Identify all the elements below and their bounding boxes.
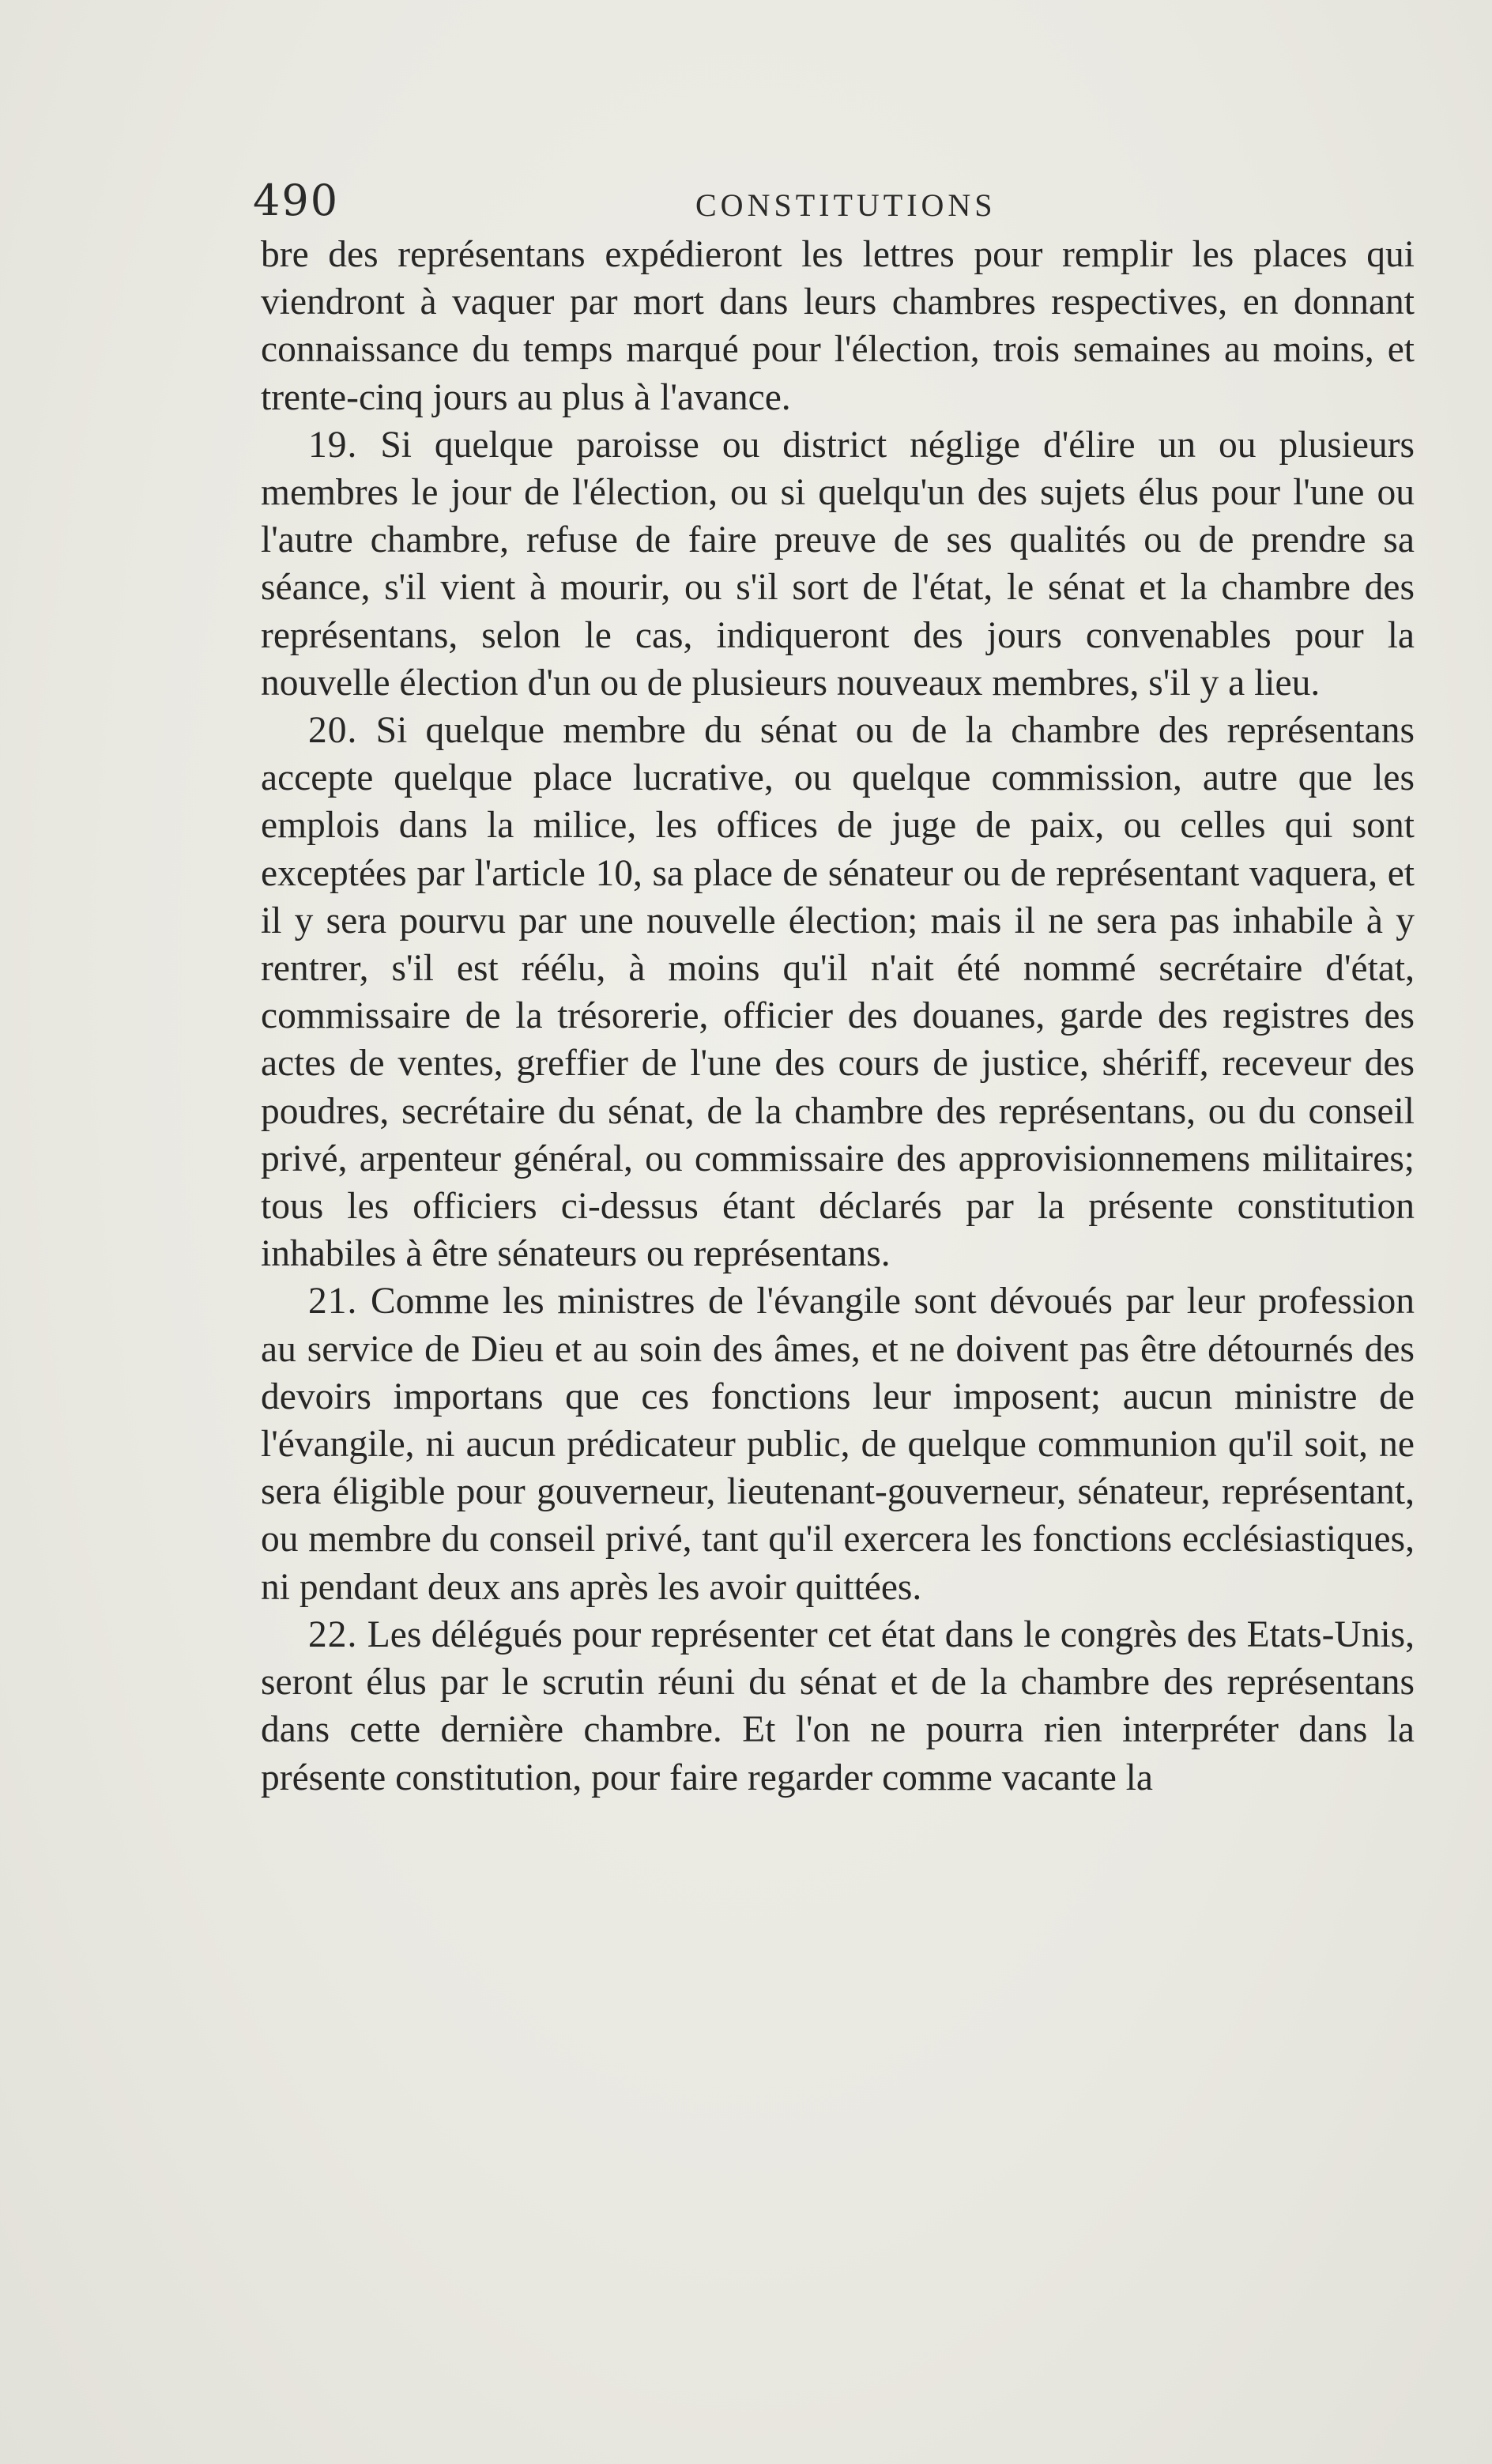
body-text	[261, 231, 1415, 1802]
paragraph-text: Les délégués pour représenter cet état dans le congrès des Etats-Unis, seront élus par le scrutin réuni du sénat et de la chambre des représentans dans cette dernière chambre. Et l'on ne pourra rien interpréter dans la présente constitution, pour faire regarder comme vacante la	[261, 1613, 1415, 1798]
article-21	[261, 1277, 1415, 1610]
article-number: 19.	[308, 424, 358, 466]
paragraph-continuation	[261, 231, 1415, 421]
article-number: 21.	[308, 1281, 358, 1323]
paragraph-text: Comme les ministres de l'évangile sont dévoués par leur profession au service de Dieu et au soin des âmes, et ne doivent pas être détournés des devoirs importans que ces fonctions leur imposent; aucun ministre de l'évangile, ni aucun prédicateur public, de quelque communion qu'il soit, ne sera éligible pour gouverneur, lieutenant-gouverneur, sénateur, représentant, ou membre du conseil privé, tant qu'il exercera les fonctions ecclésiastiques, ni pendant deux ans après les avoir quittées.	[261, 1281, 1415, 1608]
article-19	[261, 421, 1415, 707]
paragraph-text: Si quelque membre du sénat ou de la chambre des représentans accepte quelque place lucrative, ou quelque commission, autre que les emplois dans la milice, les offices de juge de paix, ou celles qui sont exceptées par l'article 10, sa place de sénateur ou de représentant vaquera, et il y sera pourvu par une nouvelle élection; mais il ne sera pas inhabile à y rentrer, s'il est réélu, à moins qu'il n'ait été nommé secrétaire d'état, commissaire de la trésorerie, officier des douanes, garde des registres des actes de ventes, greffier de l'une des cours de justice, shériff, receveur des poudres, secrétaire du sénat, de la chambre des représentans, ou du conseil privé, arpenteur général, ou commissaire des approvisionnemens militaires; tous les officiers ci-dessus étant déclarés par la présente constitution inhabiles à être sénateurs ou représentans.	[261, 710, 1415, 1275]
running-head	[253, 175, 1422, 231]
article-number: 20.	[308, 710, 358, 752]
article-number: 22.	[308, 1613, 358, 1655]
page-number: 490	[253, 175, 340, 225]
article-20	[261, 707, 1415, 1277]
paragraph-text: Si quelque paroisse ou district néglige d'élire un ou plusieurs membres le jour de l'élection, ou si quelqu'un des sujets élus pour l'une ou l'autre chambre, refuse de faire preuve de ses qualités ou de prendre sa séance, s'il vient à mourir, ou s'il sort de l'état, le sénat et la chambre des représentans, selon le cas, indiqueront des jours convenables pour la nouvelle élection d'un ou de plusieurs nouveaux membres, s'il y a lieu.	[261, 424, 1415, 704]
paragraph-text: bre des représentans expédieront les lettres pour remplir les places qui viendront à vaquer par mort dans leurs chambres respectives, en donnant connaissance du temps marqué pour l'élection, trois semaines au moins, et trente-cinq jours au plus à l'avance.	[261, 234, 1415, 418]
running-title: CONSTITUTIONS	[695, 187, 997, 223]
article-22	[261, 1611, 1415, 1802]
